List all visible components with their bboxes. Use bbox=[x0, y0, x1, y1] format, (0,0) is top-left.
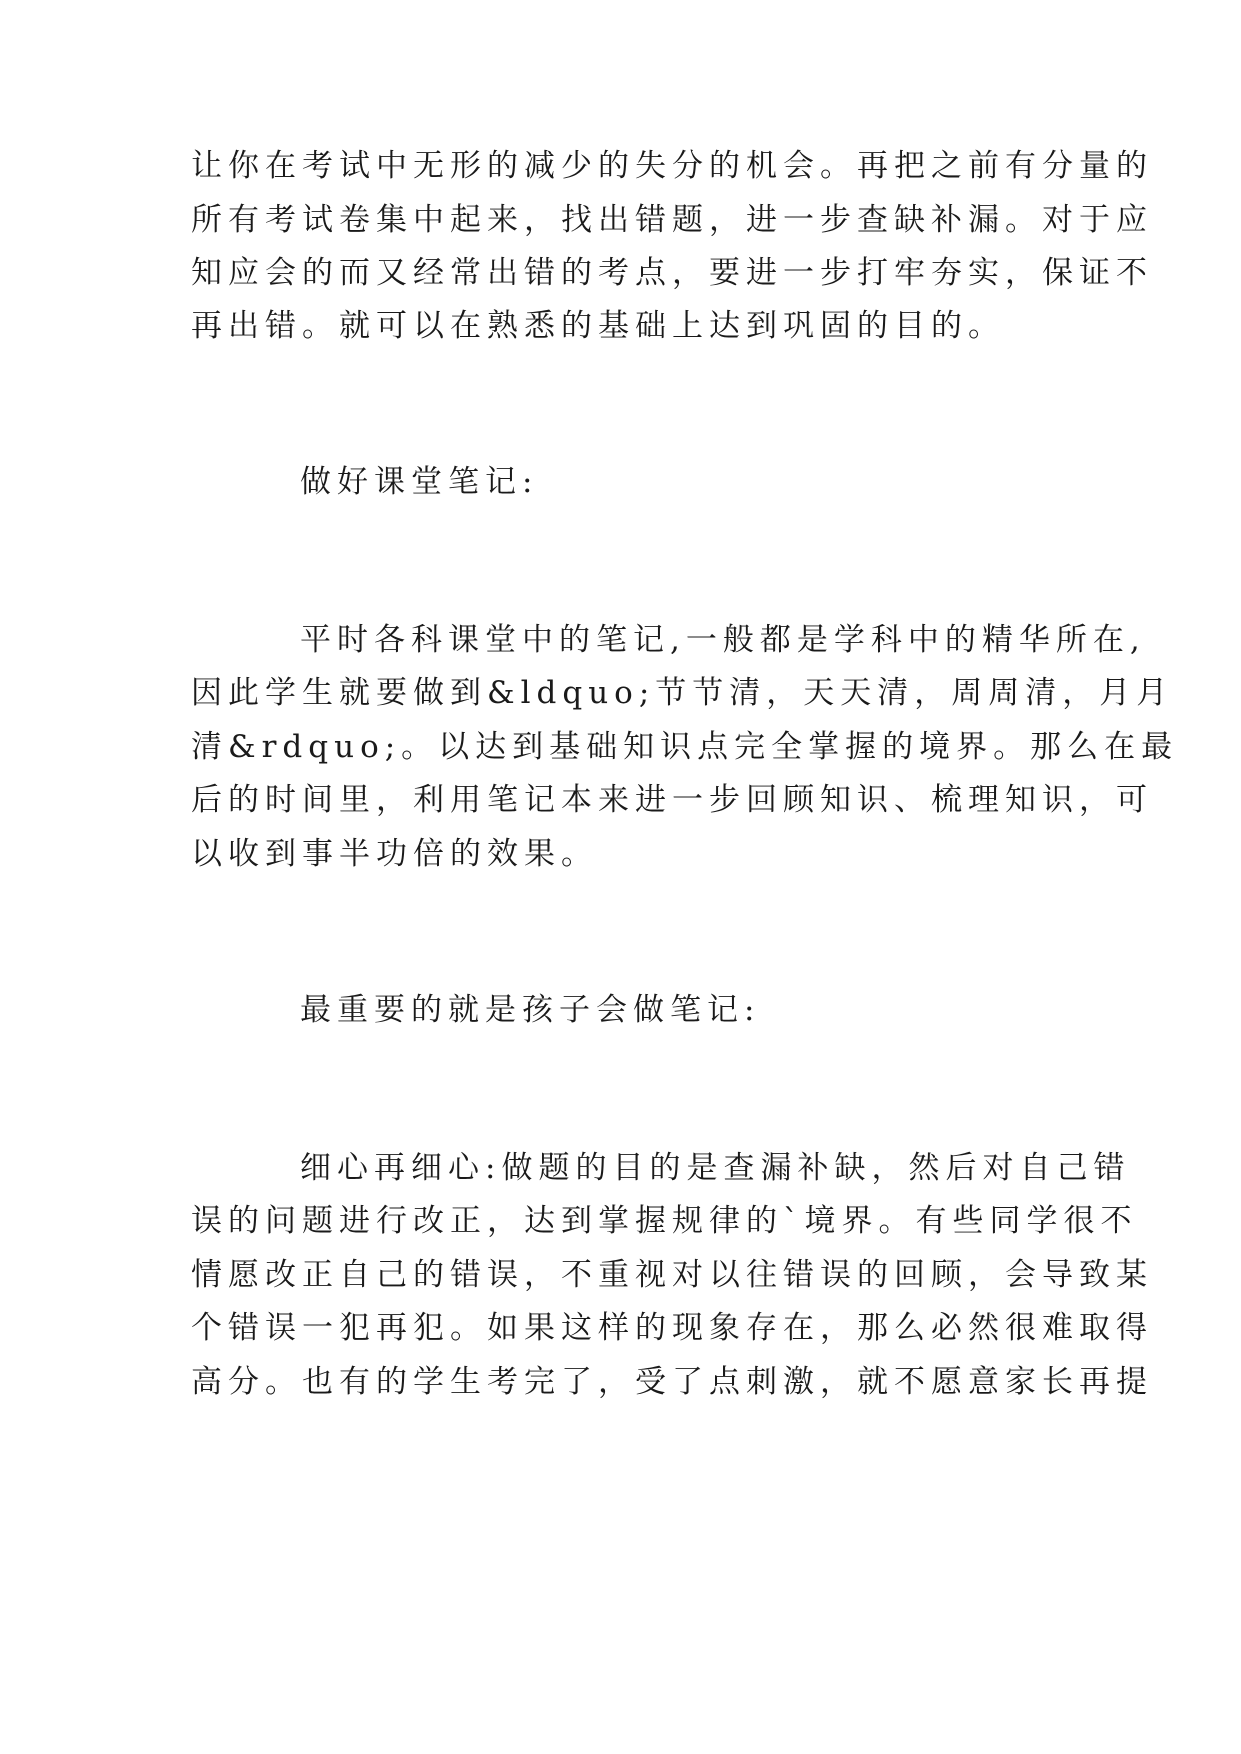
paragraph-3-line-1: 细心再细心:做题的目的是查漏补缺，然后对自己错 bbox=[300, 1150, 1131, 1186]
paragraph-2-line-4: 后的时间里，利用笔记本来进一步回顾知识、梳理知识，可 bbox=[191, 782, 1153, 818]
section-heading-notes: 做好课堂笔记: bbox=[300, 464, 539, 500]
section-heading-key-point: 最重要的就是孩子会做笔记: bbox=[300, 992, 761, 1028]
paragraph-3-line-3: 情愿改正自己的错误，不重视对以往错误的回顾，会导致某 bbox=[191, 1257, 1153, 1293]
paragraph-1-line-2: 所有考试卷集中起来，找出错题，进一步查缺补漏。对于应 bbox=[191, 202, 1153, 238]
paragraph-2-line-3: 清&rdquo;。以达到基础知识点完全掌握的境界。那么在最 bbox=[191, 729, 1179, 765]
paragraph-1-line-4: 再出错。就可以在熟悉的基础上达到巩固的目的。 bbox=[191, 308, 1005, 344]
paragraph-3-line-2: 误的问题进行改正，达到掌握规律的`境界。有些同学很不 bbox=[191, 1203, 1138, 1239]
paragraph-3-line-4: 个错误一犯再犯。如果这样的现象存在，那么必然很难取得 bbox=[191, 1310, 1153, 1346]
paragraph-2-line-1: 平时各科课堂中的笔记,一般都是学科中的精华所在, bbox=[300, 622, 1146, 658]
paragraph-3-line-5: 高分。也有的学生考完了，受了点刺激，就不愿意家长再提 bbox=[191, 1364, 1153, 1400]
paragraph-1-line-1: 让你在考试中无形的减少的失分的机会。再把之前有分量的 bbox=[191, 148, 1153, 184]
paragraph-1-line-3: 知应会的而又经常出错的考点，要进一步打牢夯实，保证不 bbox=[191, 255, 1153, 291]
paragraph-2-line-2: 因此学生就要做到&ldquo;节节清，天天清，周周清，月月 bbox=[191, 675, 1174, 711]
paragraph-2-line-5: 以收到事半功倍的效果。 bbox=[191, 836, 598, 872]
